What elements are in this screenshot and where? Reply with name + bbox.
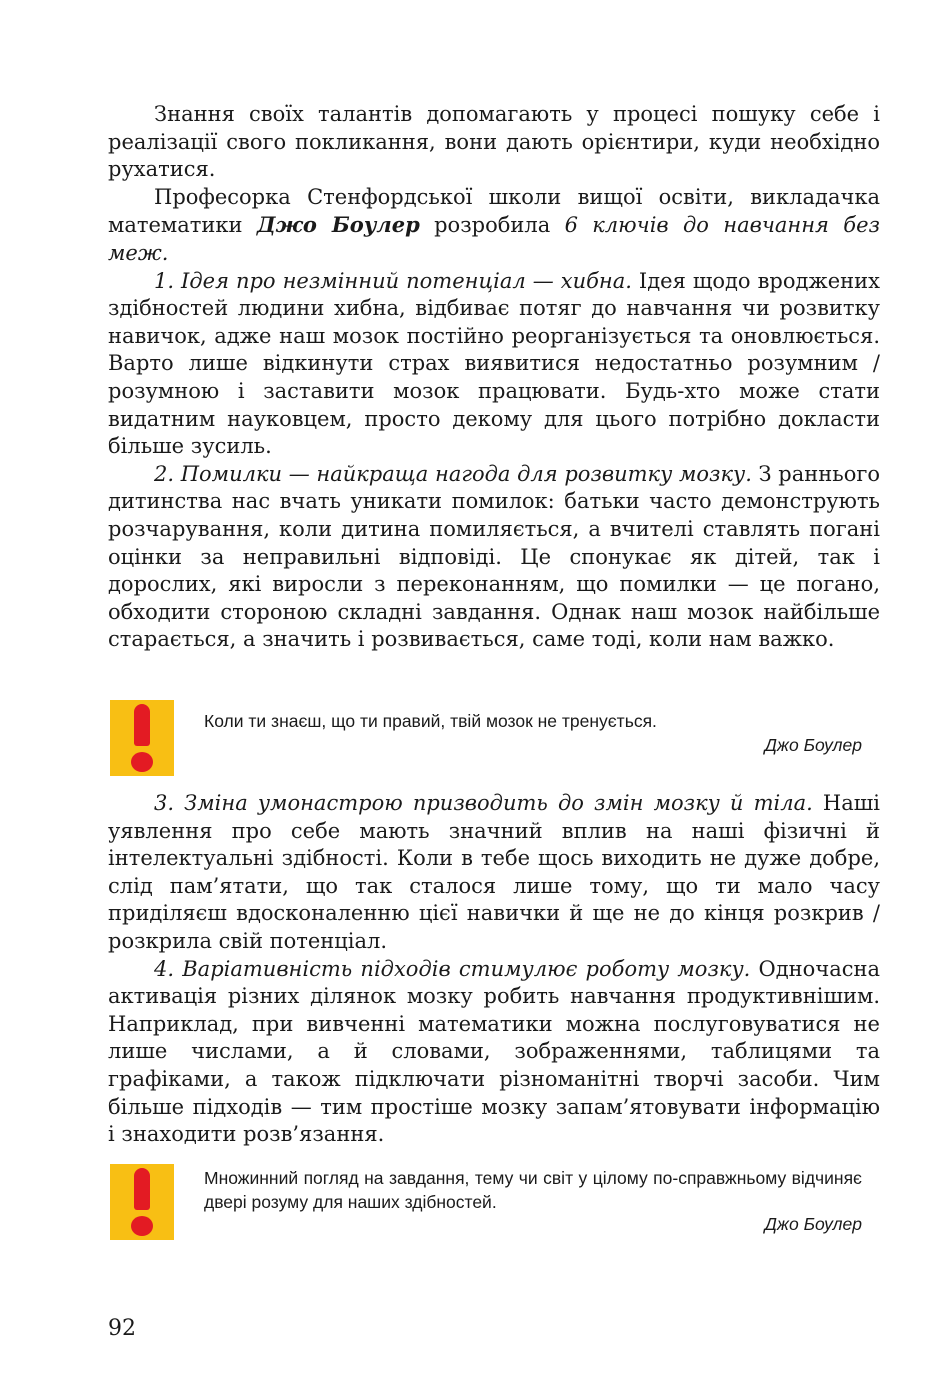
quote-callout-1 [108,698,880,778]
page-number: 92 [108,1316,136,1341]
key-2 [108,461,880,654]
quote-text: Множинний погляд на завдання, тему чи світ у цілому по-справжньому відчиняє двері розуму для наших здібностей. [204,1168,862,1212]
quote-author: Джо Боулер [764,735,862,755]
quote-callout-2 [108,1162,880,1246]
key-4-title: 4. Варіативність підходів стимулює роботу мозку. [154,956,751,981]
paragraph-boaler-intro: Професорка Стенфордської школи вищої освіти, викладачка математики Джо Боулер розробила 6 ключів до навчання без меж. [108,184,880,265]
key-4-text: Одночасна активація різних ділянок мозку робить навчання продуктивнішим. Наприклад, при вивченні математики можна послуговуватися не лише числами, а й словами, зображеннями, таблицями та графіками, а також підключати різноманітні творчі засоби. Чим більше підходів — тим простіше мозку запам’ятовувати інформацію і знаходити розв’язання. [108,956,880,1147]
author-name: Джо Боулер [256,212,420,238]
paragraph-talents: Знання своїх талантів допомагають у процесі пошуку себе і реалізації свого покликання, вони дають орієнтири, куди необхідно рухатися. [108,102,880,182]
key-3 [108,790,880,956]
key-1-text: Ідея щодо вроджених здібностей людини хибна, відбиває потяг до навчання чи розвитку навичок, адже наш мозок постійно реорганізується та оновлюється. Варто лише відкинути страх виявитися недостатньо розумним / розумною і заставити мозок працювати. Будь-хто може стати видатним науковцем, просто декому для цього потрібно докласти більше зусиль. [108,268,880,459]
key-2-title: 2. Помилки — найкраща нагода для розвитку мозку. [154,461,752,486]
quote-text: Коли ти знаєш, що ти правий, твій мозок не тренується. [204,711,657,731]
key-4 [108,956,880,1149]
key-1 [108,268,880,461]
body-text-middle [108,790,880,1149]
exclamation-icon [110,700,174,776]
quote-author: Джо Боулер [764,1214,862,1234]
key-3-text: Наші уявлення про себе мають значний вплив на наші фізичні й інтелектуальні здібності. Коли в тебе щось виходить не дуже добре, слід пам’ятати, що так сталося лише тому, що ти мало часу приділяєш вдосконаленню цієї навички й ще не до кінця розкрив / розкрила свій потенціал. [108,791,881,953]
exclamation-icon [110,1164,174,1240]
keys-phrase: 6 ключів до навчання без меж. [108,213,880,265]
key-2-text: З раннього дитинства нас вчать уникати помилок: батьки часто демонструють розчарування, коли дитина помиляється, а вчителі ставлять погані оцінки за неправильні відповіді. Це спонукає як дітей, так і дорослих, які виросли з переконанням, що помилки — це погано, обходити стороною складні завдання. Однак наш мозок найбільше старається, а значить і розвивається, саме тоді, коли нам важко. [108,461,880,652]
key-1-title: 1. Ідея про незмінний потенціал — хибна. [154,268,632,293]
body-text-top [108,101,880,654]
key-3-title: 3. Зміна умонастрою призводить до змін мозку й тіла. [154,791,813,815]
